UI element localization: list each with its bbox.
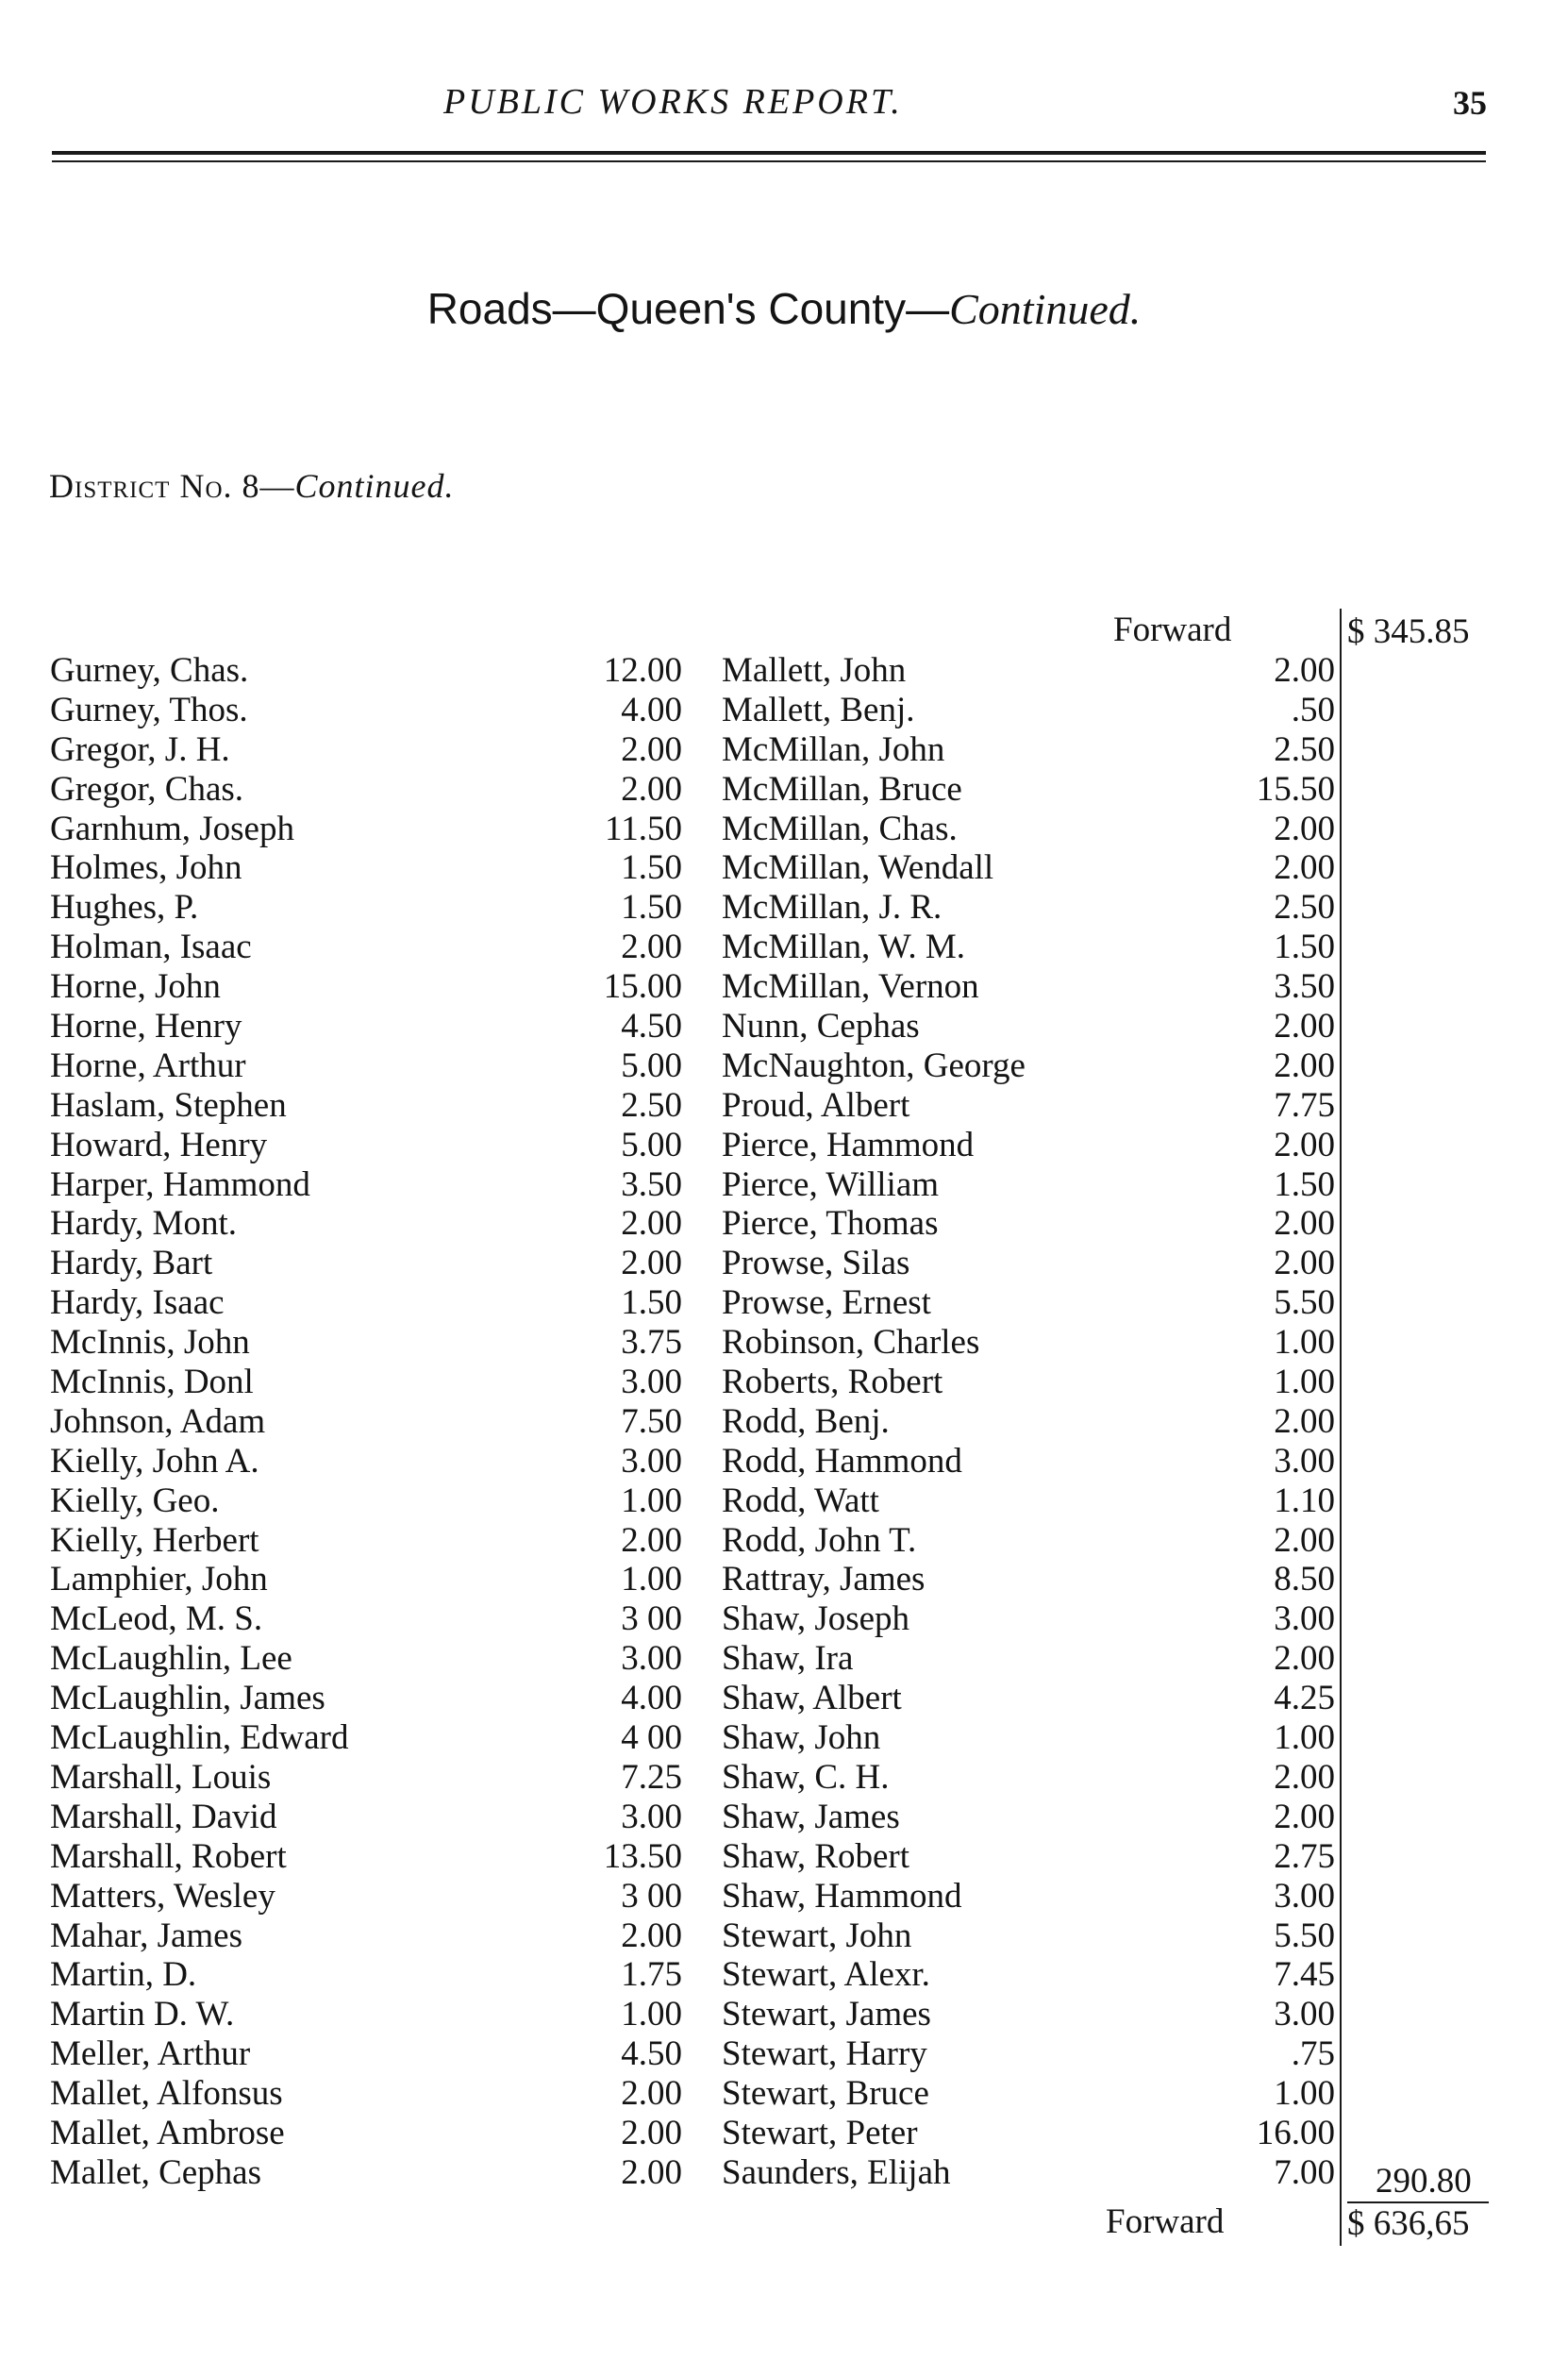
ledger-row <box>50 730 682 770</box>
payment-amount: 1.50 <box>1274 928 1335 967</box>
page-total: 290.80 <box>1376 2162 1472 2201</box>
payee-name: Mallett, John <box>722 651 907 690</box>
ledger-row <box>722 1916 1335 1956</box>
payee-name: Roberts, Robert <box>722 1363 943 1402</box>
ledger-row <box>722 1086 1335 1126</box>
ledger-row <box>722 730 1335 770</box>
payee-name: Marshall, David <box>50 1797 277 1836</box>
payment-amount: 2.00 <box>621 1916 682 1955</box>
payee-name: Mahar, James <box>50 1916 243 1955</box>
payee-name: Nunn, Cephas <box>722 1007 920 1046</box>
ledger-row <box>50 1877 682 1916</box>
payee-name: Haslam, Stephen <box>50 1085 287 1125</box>
ledger-row <box>50 1679 682 1718</box>
payee-name: Garnhum, Joseph <box>50 809 294 848</box>
ledger-row <box>722 888 1335 928</box>
payment-amount: 3.50 <box>1274 967 1335 1007</box>
payee-name: McMillan, Chas. <box>722 809 958 848</box>
payment-amount: 12.00 <box>603 651 682 690</box>
payee-name: Stewart, Harry <box>722 2034 927 2074</box>
ledger-row <box>50 1402 682 1442</box>
payee-name: Shaw, John <box>722 1718 881 1758</box>
payment-amount: 2.75 <box>1274 1836 1335 1876</box>
payment-amount: 2.00 <box>1274 651 1335 690</box>
payee-name: Harper, Hammond <box>50 1164 310 1204</box>
payment-amount: 2.00 <box>621 1520 682 1560</box>
payee-name: Shaw, James <box>722 1797 900 1836</box>
ledger-row <box>50 1283 682 1323</box>
payment-amount: 2.00 <box>621 2152 682 2192</box>
payment-amount: 2.00 <box>1274 1639 1335 1679</box>
payment-amount: 1.00 <box>621 1995 682 2034</box>
payee-name: Stewart, John <box>722 1916 912 1955</box>
payee-name: Martin D. W. <box>50 1995 235 2034</box>
payment-amount: 1.75 <box>621 1955 682 1995</box>
payment-amount: 2.00 <box>1274 1797 1335 1836</box>
ledger-row <box>50 1599 682 1639</box>
payment-amount: 2.00 <box>1274 1401 1335 1441</box>
payment-amount: 3.00 <box>1274 1441 1335 1481</box>
payee-name: Robinson, Charles <box>722 1323 980 1363</box>
payment-amount: 3.75 <box>621 1323 682 1363</box>
ledger-row <box>722 1323 1335 1363</box>
payee-name: Stewart, Alexr. <box>722 1955 930 1995</box>
payee-name: Kielly, Herbert <box>50 1520 259 1560</box>
payee-name: McInnis, Donl <box>50 1363 254 1402</box>
payment-amount: 4 00 <box>621 1718 682 1758</box>
payee-name: Rattray, James <box>722 1560 926 1599</box>
section-title-main: Roads—Queen's County— <box>426 284 950 333</box>
forward-amount-top: $ 345.85 <box>1347 612 1470 651</box>
ledger-row <box>50 967 682 1007</box>
ledger-row <box>50 1363 682 1402</box>
ledger-row <box>50 770 682 810</box>
payee-name: McInnis, John <box>50 1323 250 1363</box>
section-title <box>0 283 1568 334</box>
payment-amount: 2.50 <box>1274 888 1335 928</box>
ledger-row <box>50 2114 682 2153</box>
payee-name: Rodd, Benj. <box>722 1401 890 1441</box>
ledger-row <box>50 928 682 967</box>
payment-amount: 2.00 <box>1274 1520 1335 1560</box>
payee-name: McMillan, W. M. <box>722 928 965 967</box>
payee-name: Saunders, Elijah <box>722 2152 951 2192</box>
payee-name: Pierce, Thomas <box>722 1204 939 1244</box>
payee-name: Howard, Henry <box>50 1125 268 1164</box>
payment-amount: 1.00 <box>621 1481 682 1520</box>
ledger-row <box>722 848 1335 888</box>
payee-name: Gregor, Chas. <box>50 769 244 809</box>
payment-amount: 2.00 <box>1274 1757 1335 1797</box>
ledger-row <box>50 1204 682 1244</box>
ledger-row <box>722 1283 1335 1323</box>
ledger-row <box>722 2153 1335 2193</box>
section-title-suffix: Continued. <box>949 285 1142 333</box>
payee-name: Stewart, James <box>722 1995 931 2034</box>
payment-amount: 3.50 <box>621 1164 682 1204</box>
payee-name: Shaw, Ira <box>722 1639 854 1679</box>
payment-amount: 1.50 <box>1274 1164 1335 1204</box>
payee-name: McNaughton, George <box>722 1046 1026 1085</box>
payment-amount: 2.00 <box>621 1244 682 1283</box>
payee-name: McMillan, J. R. <box>722 888 942 928</box>
payment-amount: 3 00 <box>621 1599 682 1639</box>
payee-name: Mallet, Cephas <box>50 2152 262 2192</box>
payee-name: Horne, John <box>50 967 221 1007</box>
payment-amount: 2.00 <box>1274 1204 1335 1244</box>
payee-name: Kielly, Geo. <box>50 1481 220 1520</box>
payment-amount: 4.00 <box>621 690 682 729</box>
payment-amount: 15.50 <box>1256 769 1335 809</box>
payment-amount: .75 <box>1291 2034 1335 2074</box>
payment-amount: 3.00 <box>621 1441 682 1481</box>
payee-name: Shaw, Robert <box>722 1836 910 1876</box>
payment-amount: 15.00 <box>603 967 682 1007</box>
payee-name: Shaw, Hammond <box>722 1876 962 1916</box>
payment-amount: 3.00 <box>1274 1995 1335 2034</box>
ledger-row <box>722 1204 1335 1244</box>
payee-name: Mallet, Alfonsus <box>50 2074 283 2114</box>
payee-name: Johnson, Adam <box>50 1401 266 1441</box>
ledger-row <box>722 691 1335 730</box>
payment-amount: 2.00 <box>1274 1244 1335 1283</box>
payment-amount: 1.50 <box>621 848 682 888</box>
ledger-row <box>50 1086 682 1126</box>
ledger-row <box>722 2034 1335 2074</box>
payment-amount: 7.50 <box>621 1401 682 1441</box>
payment-amount: 5.00 <box>621 1046 682 1085</box>
ledger-row <box>722 1126 1335 1165</box>
ledger-row <box>722 1639 1335 1679</box>
payee-name: Hardy, Bart <box>50 1244 213 1283</box>
payment-amount: 13.50 <box>603 1836 682 1876</box>
ledger-row <box>722 1402 1335 1442</box>
payee-name: Kielly, John A. <box>50 1441 259 1481</box>
district-label: District No. 8— <box>49 467 295 505</box>
ledger-row <box>722 1718 1335 1758</box>
payment-amount: 2.00 <box>621 1204 682 1244</box>
payee-name: McMillan, Vernon <box>722 967 979 1007</box>
payee-name: Hardy, Isaac <box>50 1283 225 1323</box>
ledger-row <box>50 888 682 928</box>
ledger-row <box>722 810 1335 849</box>
ledger-row <box>722 1046 1335 1086</box>
ledger-row <box>50 1481 682 1521</box>
ledger-row <box>50 2153 682 2193</box>
payee-name: Marshall, Robert <box>50 1836 287 1876</box>
payment-amount: 3.00 <box>1274 1599 1335 1639</box>
forward-label-top: Forward <box>1113 611 1232 649</box>
payee-name: Lamphier, John <box>50 1560 268 1599</box>
payee-name: Meller, Arthur <box>50 2034 251 2074</box>
payment-amount: 1.00 <box>1274 1718 1335 1758</box>
payee-name: Gurney, Chas. <box>50 651 249 690</box>
right-ledger-column <box>722 651 1335 2193</box>
running-title: PUBLIC WORKS REPORT. <box>443 82 903 122</box>
payee-name: Hughes, P. <box>50 888 199 928</box>
payee-name: Gregor, J. H. <box>50 729 230 769</box>
payment-amount: 2.00 <box>1274 809 1335 848</box>
payment-amount: 16.00 <box>1256 2113 1335 2152</box>
payment-amount: 7.25 <box>621 1757 682 1797</box>
district-suffix: Continued. <box>294 467 455 505</box>
ledger-row <box>722 967 1335 1007</box>
payee-name: Shaw, C. H. <box>722 1757 890 1797</box>
payee-name: Rodd, Hammond <box>722 1441 962 1481</box>
ledger-row <box>722 1165 1335 1205</box>
payee-name: Mallet, Ambrose <box>50 2113 285 2152</box>
header-rule-thin <box>52 160 1486 162</box>
district-heading <box>49 466 455 506</box>
ledger-row <box>722 1995 1335 2034</box>
ledger-row <box>722 1599 1335 1639</box>
header-rule <box>52 151 1486 155</box>
payee-name: Hardy, Mont. <box>50 1204 237 1244</box>
payee-name: Rodd, Watt <box>722 1481 879 1520</box>
ledger-row <box>722 928 1335 967</box>
payment-amount: .50 <box>1291 690 1335 729</box>
payment-amount: 2.00 <box>1274 1125 1335 1164</box>
payment-amount: 2.00 <box>621 2074 682 2114</box>
payment-amount: 5.50 <box>1274 1283 1335 1323</box>
payment-amount: 2.00 <box>1274 848 1335 888</box>
payment-amount: 5.00 <box>621 1125 682 1164</box>
payment-amount: 3.00 <box>621 1797 682 1836</box>
payee-name: Horne, Henry <box>50 1007 242 1046</box>
payment-amount: 4.25 <box>1274 1679 1335 1718</box>
ledger-row <box>722 1679 1335 1718</box>
payment-amount: 1.50 <box>621 1283 682 1323</box>
ledger-row <box>50 1955 682 1995</box>
payment-amount: 7.45 <box>1274 1955 1335 1995</box>
left-ledger-column <box>50 651 682 2193</box>
payee-name: Holman, Isaac <box>50 928 252 967</box>
payee-name: Prowse, Ernest <box>722 1283 931 1323</box>
ledger-row <box>722 770 1335 810</box>
ledger-row <box>722 1244 1335 1283</box>
ledger-row <box>50 1916 682 1956</box>
payment-amount: 1.00 <box>1274 1323 1335 1363</box>
payment-amount: 2.00 <box>621 769 682 809</box>
forward-label-bottom: Forward <box>1106 2202 1225 2241</box>
payee-name: McLeod, M. S. <box>50 1599 263 1639</box>
payee-name: Prowse, Silas <box>722 1244 910 1283</box>
ledger-row <box>722 1363 1335 1402</box>
payee-name: Mallett, Benj. <box>722 690 915 729</box>
payment-amount: 1.50 <box>621 888 682 928</box>
payee-name: McLaughlin, James <box>50 1679 325 1718</box>
payment-amount: 1.00 <box>621 1560 682 1599</box>
ledger-row <box>722 1560 1335 1599</box>
ledger-row <box>722 1955 1335 1995</box>
ledger-row <box>722 1481 1335 1521</box>
ledger-row <box>50 1798 682 1837</box>
payment-amount: 1.00 <box>1274 2074 1335 2114</box>
payee-name: McLaughlin, Lee <box>50 1639 292 1679</box>
payment-amount: 1.00 <box>1274 1363 1335 1402</box>
payment-amount: 3.00 <box>621 1639 682 1679</box>
payee-name: Holmes, John <box>50 848 242 888</box>
payee-name: Pierce, William <box>722 1164 940 1204</box>
forward-amount-bottom: $ 636,65 <box>1347 2204 1470 2243</box>
ledger-row <box>722 1837 1335 1877</box>
ledger-row <box>50 1442 682 1481</box>
ledger-row <box>722 1442 1335 1481</box>
payee-name: Gurney, Thos. <box>50 690 248 729</box>
ledger-row <box>722 1798 1335 1837</box>
ledger-row <box>50 1126 682 1165</box>
payment-amount: 4.50 <box>621 1007 682 1046</box>
ledger-row <box>50 1007 682 1046</box>
payment-amount: 2.00 <box>621 928 682 967</box>
payee-name: McLaughlin, Edward <box>50 1718 349 1758</box>
payee-name: Proud, Albert <box>722 1085 910 1125</box>
ledger-row <box>722 651 1335 691</box>
payment-amount: 8.50 <box>1274 1560 1335 1599</box>
payee-name: Martin, D. <box>50 1955 197 1995</box>
ledger-row <box>50 1837 682 1877</box>
amount-column-rule <box>1340 609 1342 2246</box>
payment-amount: 3 00 <box>621 1876 682 1916</box>
payment-amount: 2.00 <box>621 729 682 769</box>
payment-amount: 7.75 <box>1274 1085 1335 1125</box>
ledger-row <box>50 1758 682 1798</box>
ledger-row <box>50 691 682 730</box>
payee-name: Rodd, John T. <box>722 1520 917 1560</box>
ledger-row <box>722 1007 1335 1046</box>
ledger-row <box>50 1165 682 1205</box>
ledger-row <box>50 848 682 888</box>
payment-amount: 7.00 <box>1274 2152 1335 2192</box>
payment-amount: 2.00 <box>1274 1007 1335 1046</box>
payment-amount: 11.50 <box>605 809 682 848</box>
ledger-row <box>722 1877 1335 1916</box>
ledger-row <box>50 810 682 849</box>
ledger-row <box>50 1560 682 1599</box>
payee-name: Shaw, Albert <box>722 1679 902 1718</box>
payment-amount: 3.00 <box>1274 1876 1335 1916</box>
ledger-row <box>50 651 682 691</box>
ledger-row <box>50 1046 682 1086</box>
ledger-row <box>50 2074 682 2114</box>
payee-name: Pierce, Hammond <box>722 1125 975 1164</box>
ledger-row <box>722 1521 1335 1561</box>
payee-name: McMillan, John <box>722 729 945 769</box>
payment-amount: 2.00 <box>621 2113 682 2152</box>
ledger-row <box>50 2034 682 2074</box>
payment-amount: 2.50 <box>1274 729 1335 769</box>
page-number: 35 <box>1453 84 1487 122</box>
payment-amount: 3.00 <box>621 1363 682 1402</box>
payee-name: Matters, Wesley <box>50 1876 275 1916</box>
ledger-row <box>50 1718 682 1758</box>
payment-amount: 4.00 <box>621 1679 682 1718</box>
ledger-row <box>722 1758 1335 1798</box>
payee-name: Marshall, Louis <box>50 1757 272 1797</box>
payee-name: McMillan, Bruce <box>722 769 962 809</box>
payment-amount: 2.00 <box>1274 1046 1335 1085</box>
ledger-row <box>50 1639 682 1679</box>
ledger-row <box>50 1244 682 1283</box>
ledger-row <box>722 2114 1335 2153</box>
payment-amount: 5.50 <box>1274 1916 1335 1955</box>
payment-amount: 4.50 <box>621 2034 682 2074</box>
ledger-row <box>722 2074 1335 2114</box>
payee-name: McMillan, Wendall <box>722 848 994 888</box>
payee-name: Shaw, Joseph <box>722 1599 910 1639</box>
payee-name: Stewart, Peter <box>722 2113 918 2152</box>
payment-amount: 2.50 <box>621 1085 682 1125</box>
ledger-row <box>50 1323 682 1363</box>
payee-name: Horne, Arthur <box>50 1046 246 1085</box>
ledger-row <box>50 1521 682 1561</box>
payee-name: Stewart, Bruce <box>722 2074 929 2114</box>
ledger-row <box>50 1995 682 2034</box>
payment-amount: 1.10 <box>1274 1481 1335 1520</box>
